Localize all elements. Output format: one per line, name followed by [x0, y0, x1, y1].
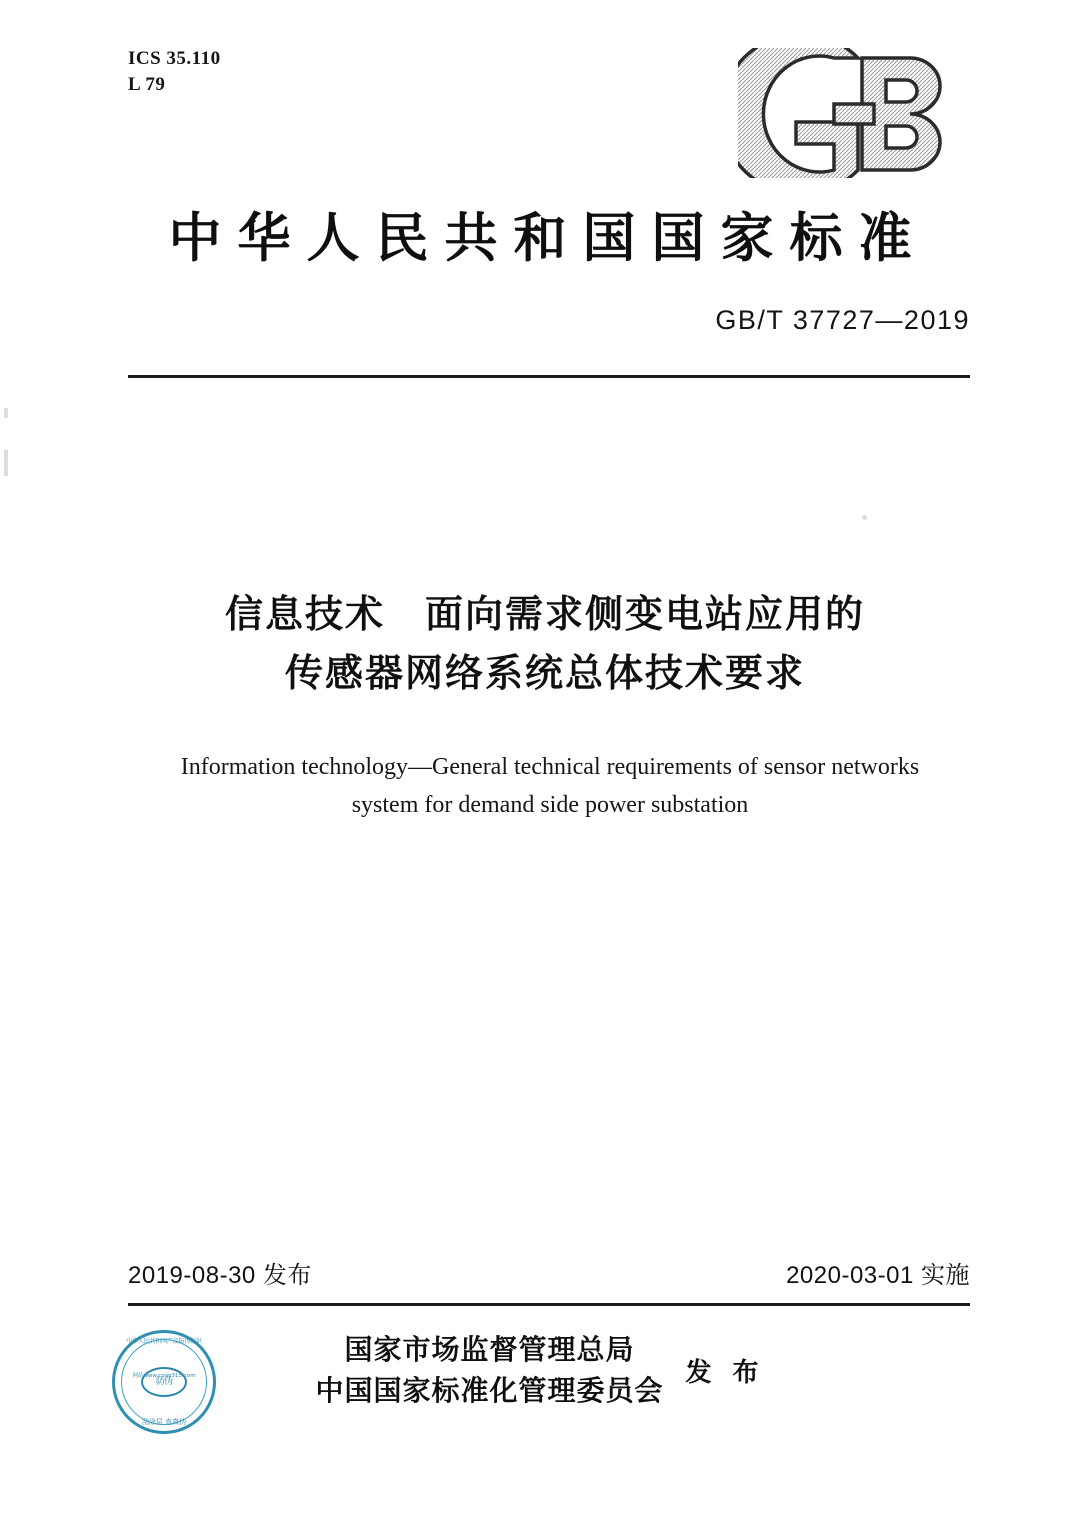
publisher-names — [315, 1330, 663, 1411]
document-title-english — [140, 748, 960, 825]
standard-number: GB/T 37727—2019 — [715, 305, 970, 335]
ics-classification-block — [128, 46, 221, 97]
date-row — [128, 1255, 970, 1289]
ics-code: ICS 35.110 — [128, 48, 221, 69]
publisher-verb: 发 布 — [685, 1358, 765, 1389]
publisher-line1: 国家市场监督管理总局 — [344, 1333, 635, 1366]
issue-date: 2019-08-30 发布 — [128, 1262, 312, 1289]
seal-top-text: 中华人民共和国产品防伪标识 — [126, 1338, 202, 1345]
seal-website-text: 网站www.cpaq315.com — [132, 1373, 196, 1379]
document-title-cn-line1: 信息技术 面向需求侧变电站应用的 — [224, 592, 865, 636]
page-edge-mark — [4, 408, 8, 418]
publisher-line2: 中国国家标准化管理委员会 — [315, 1373, 664, 1407]
page-title: 中华人民共和国国家标准 — [168, 208, 928, 269]
gb-national-standard-logo-icon — [738, 48, 958, 178]
header-divider — [128, 375, 970, 378]
page-edge-mark — [4, 450, 8, 476]
implementation-date: 2020-03-01 实施 — [786, 1262, 970, 1289]
publisher-block — [0, 1330, 1080, 1440]
page-speck-mark — [862, 515, 867, 520]
seal-bottom-text: 刮涂层 查真伪 — [141, 1418, 187, 1426]
document-title-cn-line2: 传感器网络系统总体技术要求 — [284, 650, 805, 695]
classification-code: L 79 — [128, 73, 166, 95]
footer-divider — [128, 1303, 970, 1306]
document-title-chinese — [120, 585, 970, 703]
document-title-en-line2: system for demand side power substation — [351, 792, 749, 819]
seal-center-text: 防伪 — [141, 1367, 187, 1397]
document-title-en-line1: Information technology—General technical requirements of sensor networks — [180, 754, 920, 780]
